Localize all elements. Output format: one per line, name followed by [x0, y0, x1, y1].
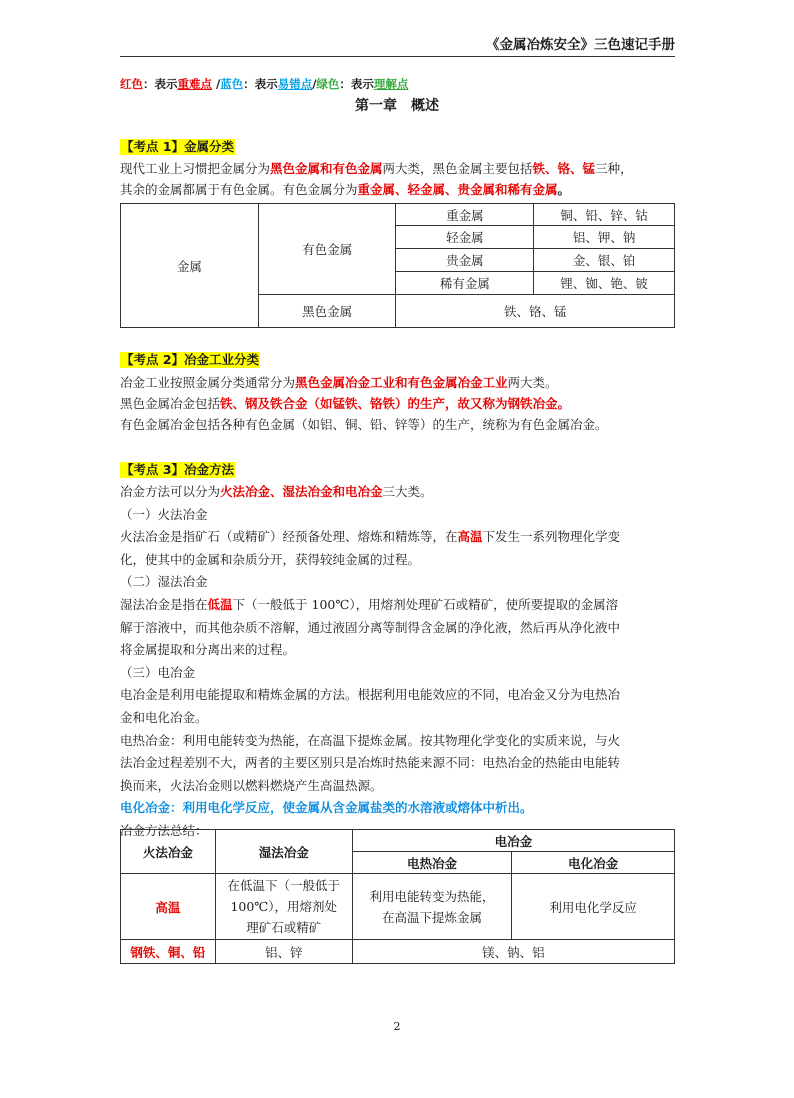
cell-type: 轻金属	[396, 226, 534, 249]
color-legend	[120, 77, 408, 91]
legend-red-label: 红色	[120, 77, 143, 91]
cell-elec-chem: 利用电化学反应	[512, 874, 675, 940]
cell-ferrous-examples: 铁、铬、锰	[396, 295, 675, 328]
legend-blue-label: 蓝色	[220, 77, 244, 91]
legend-green-term: 理解点	[373, 77, 409, 91]
legend-blue-term: 易错点	[277, 77, 313, 91]
cell-type: 重金属	[396, 204, 534, 226]
legend-red-desc: ：表示	[143, 77, 178, 91]
header-title: 《金属冶炼安全》三色速记手册	[486, 37, 675, 53]
cell-examples: 锂、铷、铯、铍	[534, 272, 675, 295]
legend-green-label: 绿色	[316, 77, 340, 91]
paragraph: 冶金工业按照金属分类通常分为黑色金属冶金工业和有色金属冶金工业两大类。 黑色金属冶金包括铁、钢及铁合金（如锰铁、铬铁）的生产，故又称为钢铁冶金。 有色金属冶金包括各种有色金属（如铝、铜、铅、锌等）的生产，统称为有色金属冶金。	[120, 375, 608, 432]
section-heading-kd2: 【考点 2】冶金工业分类	[121, 352, 260, 367]
header-wet: 湿法冶金	[215, 830, 352, 874]
legend-sep: /	[212, 77, 221, 91]
cell-elec-metals: 镁、钠、铝	[352, 940, 674, 964]
legend-blue-desc: ：表示	[243, 77, 278, 91]
chapter-title: 第一章 概述	[355, 98, 439, 114]
paragraph: 冶金方法可以分为火法冶金、湿法冶金和电冶金三大类。 （一）火法冶金 火法冶金是指矿石（或精矿）经预备处理、熔炼和精炼等，在高温下发生一系列物理化学变 化，使其中的金属和杂质分开，获得较纯金属的过程。 （二）湿法冶金 湿法冶金是指在低温下（一般低于 100℃），用熔剂处理矿石或精矿，使所要提取的金属溶 解于溶液中，而其他杂质不溶解，通过液固分离等制得含金属的净化液，然后再从净化液中 将金属提取和分离出来的过程。 （三）电冶金 电冶金是利用电能提取和精炼金属的方法。根据利用电能效应的不同，电冶金又分为电热冶 金和电化冶金。 电热冶金：利用电能转变为热能，在高温下提炼金属。按其物理化学变化的实质来说，与火 法冶金过程差别不大，两者的主要区别只是冶炼时热能来源不同：电热冶金的热能由电能转 换而来，火法冶金则以燃料燃烧产生高温热源。 电化冶金：利用电化学反应，使金属从含金属盐类的水溶液或熔体中析出。 冶金方法总结：	[120, 484, 621, 838]
page-header	[120, 36, 675, 57]
cell-wet-metals: 铝、锌	[215, 940, 352, 964]
section-heading-kd1: 【考点 1】金属分类	[121, 139, 235, 154]
cell-elec-heat: 利用电能转变为热能， 在高温下提炼金属	[352, 874, 512, 940]
cell-type: 稀有金属	[396, 272, 534, 295]
legend-red-term: 重难点	[177, 77, 212, 91]
header-elec-chem: 电化冶金	[512, 852, 675, 874]
cell-nonferrous: 有色金属	[258, 204, 396, 295]
page-number: 2	[393, 1020, 401, 1033]
cell-metal: 金属	[121, 204, 259, 328]
method-summary-table	[120, 829, 675, 964]
header-elec: 电冶金	[352, 830, 674, 852]
cell-type: 贵金属	[396, 249, 534, 272]
legend-sep: /	[312, 77, 317, 91]
cell-fire: 高温	[121, 874, 216, 940]
header-elec-heat: 电热冶金	[352, 852, 512, 874]
cell-wet: 在低温下（一般低于 100℃），用熔剂处 理矿石或精矿	[215, 874, 352, 940]
header-fire: 火法冶金	[121, 830, 216, 874]
cell-ferrous: 黑色金属	[258, 295, 396, 328]
cell-fire-metals: 钢铁、铜、铅	[121, 940, 216, 964]
paragraph: 现代工业上习惯把金属分为黑色金属和有色金属两大类，黑色金属主要包括铁、铬、锰三种， 其余的金属都属于有色金属。有色金属分为重金属、轻金属、贵金属和稀有金属。	[120, 161, 633, 197]
legend-green-desc: ：表示	[339, 77, 374, 91]
metal-classification-table	[120, 203, 675, 328]
cell-examples: 铜、铅、锌、钴	[534, 204, 675, 226]
section-heading-kd3: 【考点 3】冶金方法	[121, 462, 235, 477]
cell-examples: 铝、钾、钠	[534, 226, 675, 249]
cell-examples: 金、银、铂	[534, 249, 675, 272]
